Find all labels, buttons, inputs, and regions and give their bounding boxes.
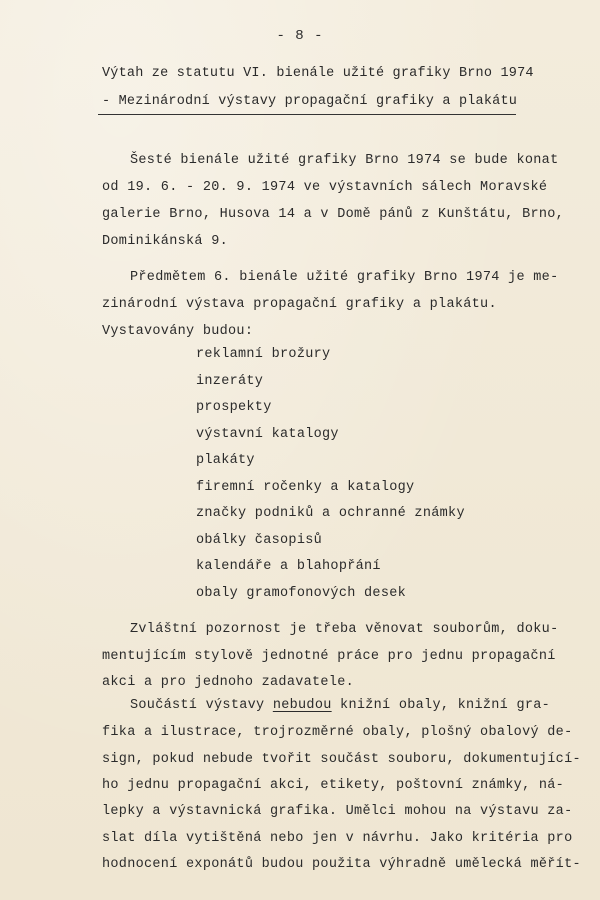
list-item: obálky časopisů (196, 533, 323, 548)
paragraph-4-line: slat díla vytištěná nebo jen v návrhu. Jako kritéria pro (102, 831, 573, 846)
list-item: obaly gramofonových desek (196, 586, 407, 601)
list-item: kalendáře a blahopřání (196, 559, 381, 574)
paragraph-4-line (130, 698, 550, 713)
heading-line-2: - Mezinárodní výstavy propagační grafiky a plakátu (102, 94, 518, 109)
list-item: plakáty (196, 453, 255, 468)
paragraph-3-line: akci a pro jednoho zadavatele. (102, 675, 355, 690)
list-item: reklamní brožury (196, 347, 331, 362)
paragraph-2-line: Vystavovány budou: (102, 324, 254, 339)
paragraph-4-line: ho jednu propagační akci, etikety, poštovní známky, ná- (102, 778, 565, 793)
paragraph-4-prefix: Součástí výstavy (130, 698, 273, 713)
list-item: značky podniků a ochranné známky (196, 506, 465, 521)
paragraph-3-line: Zvláštní pozornost je třeba věnovat souborům, doku- (130, 622, 559, 637)
list-item: firemní ročenky a katalogy (196, 480, 415, 495)
emphasized-word: nebudou (272, 698, 332, 713)
paragraph-1-line: Šesté bienále užité grafiky Brno 1974 se bude konat (130, 153, 559, 168)
list-item: výstavní katalogy (196, 427, 339, 442)
heading-underline (98, 114, 516, 115)
paragraph-4-line: lepky a výstavnická grafika. Umělci mohou na výstavu za- (102, 804, 573, 819)
paragraph-4-line: hodnocení exponátů budou použita výhradně umělecká měřít- (102, 857, 581, 872)
paragraph-1-line: Dominikánská 9. (102, 234, 229, 249)
paragraph-1-line: galerie Brno, Husova 14 a v Domě pánů z Kunštátu, Brno, (102, 207, 565, 222)
list-item: prospekty (196, 400, 272, 415)
page-number: - 8 - (276, 28, 324, 44)
paragraph-2-line: Předmětem 6. bienále užité grafiky Brno 1974 je me- (130, 270, 559, 285)
heading-line-1: Výtah ze statutu VI. bienále užité grafiky Brno 1974 (102, 66, 534, 81)
paragraph-2-line: zinárodní výstava propagační grafiky a plakátu. (102, 297, 497, 312)
list-item: inzeráty (196, 374, 264, 389)
paragraph-4-line: sign, pokud nebude tvořit součást souboru, dokumentující- (102, 752, 581, 767)
paragraph-3-line: mentujícím stylově jednotné práce pro jednu propagační (102, 649, 556, 664)
paragraph-4-line: fika a ilustrace, trojrozměrné obaly, plošný obalový de- (102, 725, 573, 740)
paragraph-1-line: od 19. 6. - 20. 9. 1974 ve výstavních sálech Moravské (102, 180, 548, 195)
paragraph-4-suffix: knižní obaly, knižní gra- (331, 698, 551, 713)
